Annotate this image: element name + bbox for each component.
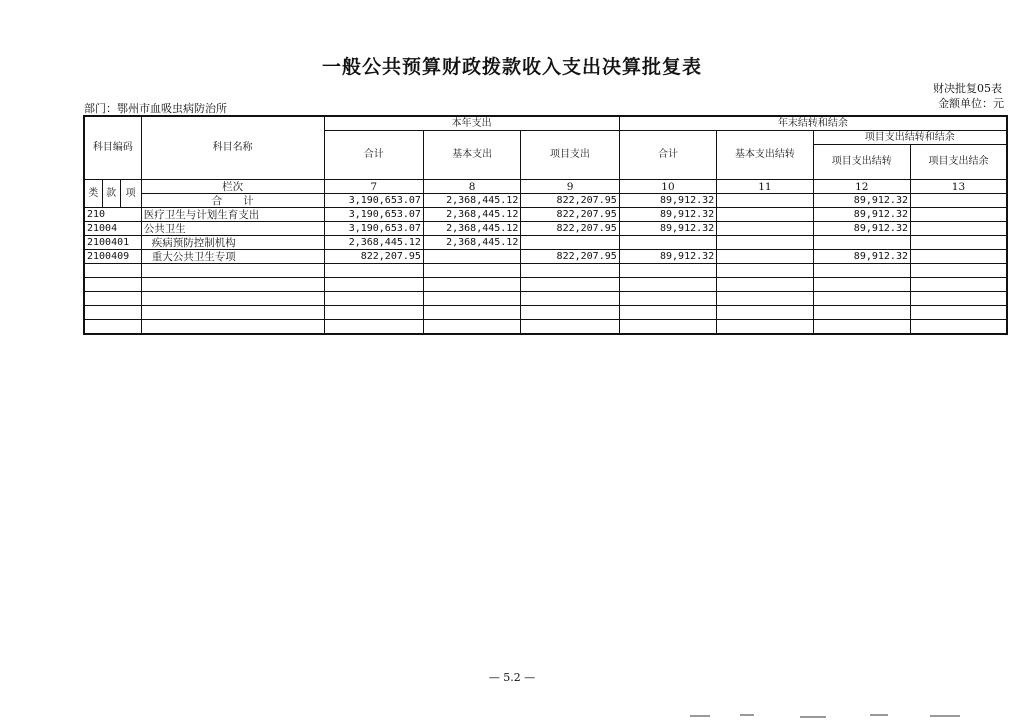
- header-xiang: 项: [120, 180, 141, 208]
- total-project: 822,207.95: [521, 194, 619, 208]
- label-grand-total: 合 计: [141, 194, 324, 208]
- row-project: 822,207.95: [521, 208, 619, 222]
- row-ye-proj-surplus: [910, 236, 1007, 250]
- header-proj-carry: 项目支出结转: [813, 145, 910, 180]
- header-basic-carry: 基本支出结转: [717, 131, 813, 180]
- row-name: 重大公共卫生专项: [141, 250, 324, 264]
- header-basic: 基本支出: [423, 131, 520, 180]
- budget-table: [83, 115, 1008, 335]
- row-total: 3,190,653.07: [324, 208, 423, 222]
- empty-row: [84, 292, 1007, 306]
- header-proj-surplus: 项目支出结余: [910, 145, 1007, 180]
- row-ye-proj-carry: 89,912.32: [813, 222, 910, 236]
- header-total: 合计: [324, 131, 423, 180]
- col-num-12: 12: [813, 180, 910, 194]
- header-current-year: 本年支出: [324, 116, 619, 131]
- header-subject-code: 科目编码: [84, 116, 141, 180]
- row-basic: [423, 250, 520, 264]
- row-name: 医疗卫生与计划生育支出: [141, 208, 324, 222]
- total-ye-proj-carry: 89,912.32: [813, 194, 910, 208]
- total-ye-proj-surplus: [910, 194, 1007, 208]
- row-ye-basic: [717, 236, 813, 250]
- row-ye-proj-carry: 89,912.32: [813, 250, 910, 264]
- scan-artifact: [680, 712, 980, 718]
- row-code: 210: [84, 208, 141, 222]
- header-year-end: 年末结转和结余: [619, 116, 1007, 131]
- page-title: 一般公共预算财政拨款收入支出决算批复表: [321, 56, 702, 78]
- row-project: 822,207.95: [521, 250, 619, 264]
- table-row: [84, 222, 1007, 236]
- row-ye-proj-surplus: [910, 222, 1007, 236]
- table-row: [84, 250, 1007, 264]
- table-row: [84, 236, 1007, 250]
- row-code: 2100401: [84, 236, 141, 250]
- header-ye-total: 合计: [619, 131, 716, 180]
- row-ye-proj-carry: 89,912.32: [813, 208, 910, 222]
- empty-row: [84, 264, 1007, 278]
- row-ye-total: [619, 236, 716, 250]
- row-total: 2,368,445.12: [324, 236, 423, 250]
- row-total: 822,207.95: [324, 250, 423, 264]
- col-num-13: 13: [910, 180, 1007, 194]
- form-code: 财决批复05表: [933, 82, 1002, 95]
- row-ye-total: 89,912.32: [619, 208, 716, 222]
- total-basic: 2,368,445.12: [423, 194, 520, 208]
- table-row: [84, 208, 1007, 222]
- label-lanci: 栏次: [141, 180, 324, 194]
- row-ye-proj-surplus: [910, 208, 1007, 222]
- total-ye-basic: [717, 194, 813, 208]
- row-basic: 2,368,445.12: [423, 236, 520, 250]
- row-name: 疾病预防控制机构: [141, 236, 324, 250]
- row-name: 公共卫生: [141, 222, 324, 236]
- header-project-carry-surplus: 项目支出结转和结余: [813, 131, 1007, 145]
- row-ye-basic: [717, 222, 813, 236]
- empty-row: [84, 320, 1007, 335]
- row-ye-proj-surplus: [910, 250, 1007, 264]
- row-ye-total: 89,912.32: [619, 222, 716, 236]
- row-basic: 2,368,445.12: [423, 222, 520, 236]
- header-kuan: 款: [102, 180, 120, 208]
- col-num-10: 10: [619, 180, 716, 194]
- row-ye-proj-carry: [813, 236, 910, 250]
- row-total: 3,190,653.07: [324, 222, 423, 236]
- header-project: 项目支出: [521, 131, 619, 180]
- empty-row: [84, 306, 1007, 320]
- row-ye-total: 89,912.32: [619, 250, 716, 264]
- col-num-11: 11: [717, 180, 813, 194]
- row-ye-basic: [717, 250, 813, 264]
- empty-row: [84, 278, 1007, 292]
- total-ye-total: 89,912.32: [619, 194, 716, 208]
- row-code: 21004: [84, 222, 141, 236]
- amount-unit: 金额单位：元: [938, 97, 1004, 110]
- row-project: 822,207.95: [521, 222, 619, 236]
- header-subject-name: 科目名称: [141, 116, 324, 180]
- page-number: — 5.2 —: [488, 671, 536, 684]
- department-label: 部门：鄂州市血吸虫病防治所: [84, 102, 227, 115]
- header-lei: 类: [84, 180, 102, 208]
- col-num-7: 7: [324, 180, 423, 194]
- row-basic: 2,368,445.12: [423, 208, 520, 222]
- total-total: 3,190,653.07: [324, 194, 423, 208]
- row-ye-basic: [717, 208, 813, 222]
- col-num-9: 9: [521, 180, 619, 194]
- row-code: 2100409: [84, 250, 141, 264]
- col-num-8: 8: [423, 180, 520, 194]
- row-project: [521, 236, 619, 250]
